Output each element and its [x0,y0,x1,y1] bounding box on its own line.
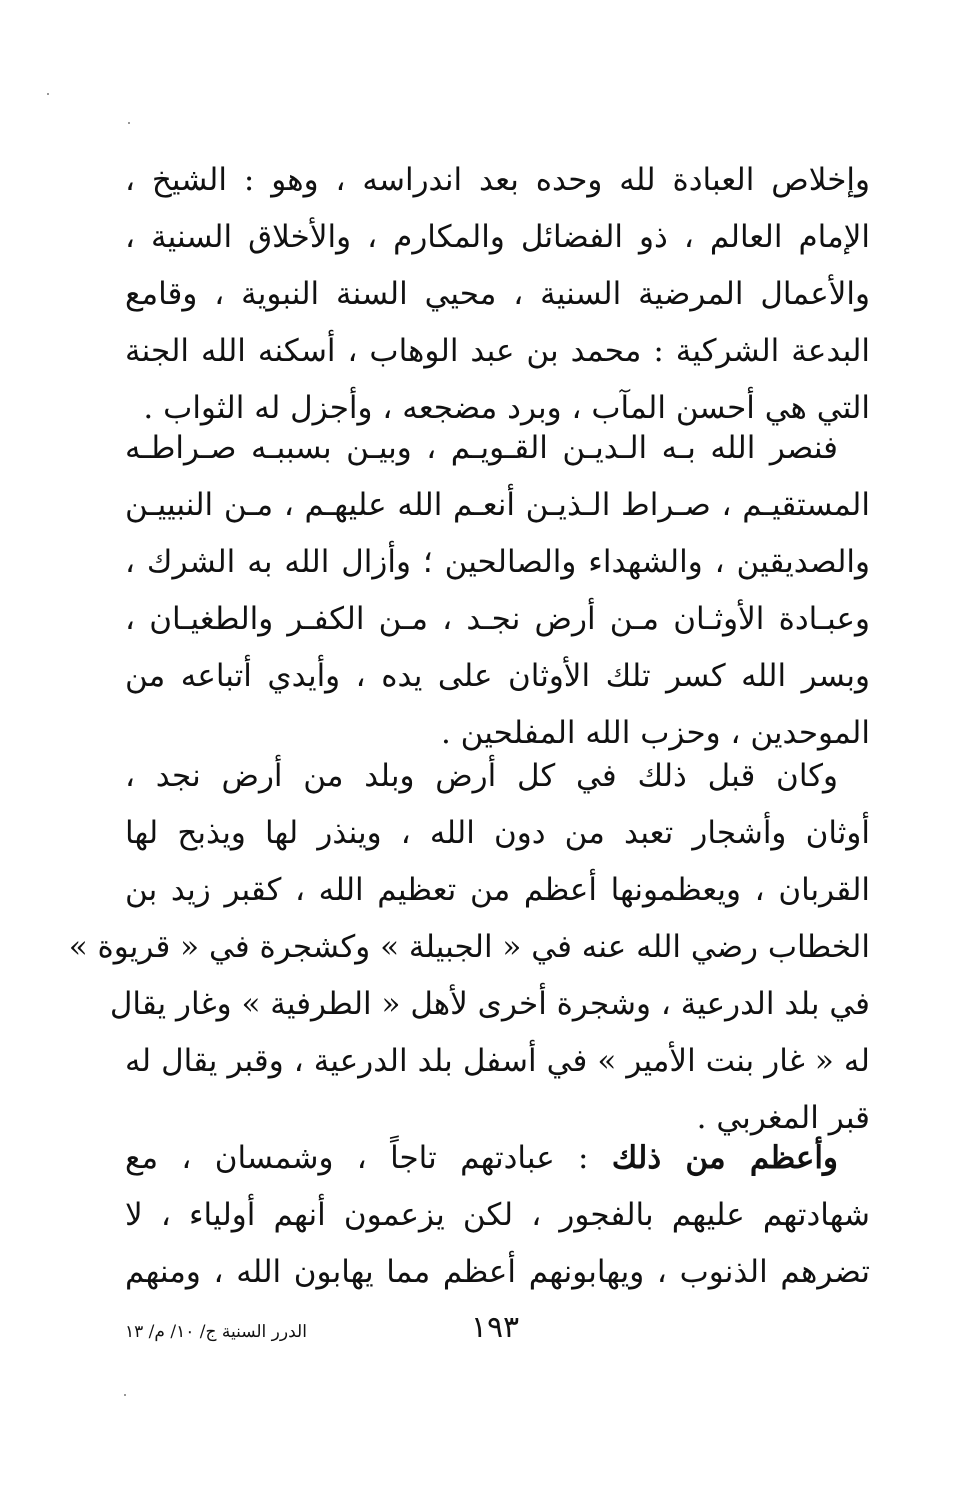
paragraph-3 [68,748,870,1147]
text-line: الخطاب رضي الله عنه في « الجبيلة » وكشجرة في « قريوة » [68,929,870,965]
lead-line-rest: : عبادتهم تاجاً ، وشمسان ، مع [125,1140,612,1176]
paragraph-4 [125,1130,870,1301]
text-line: وكان قبل ذلك في كل أرض وبلد من أرض نجد ، [125,758,838,794]
bold-lead-phrase: وأعظم من ذلك [611,1140,838,1176]
paragraph-2 [125,420,870,762]
text-line: الإمام العالم ، ذو الفضائل والمكارم ، والأخلاق السنية ، [125,219,870,255]
text-line: القربان ، ويعظمونها أعظم من تعظيم الله ، كقبر زيد بن [125,872,870,908]
scan-speck [47,93,49,95]
text-line: البدعة الشركية : محمد بن عبد الوهاب ، أسكنه الله الجنة [125,333,870,369]
text-line: شهادتهم عليهم بالفجور ، لكن يزعمون أنهم أولياء ، لا [125,1197,870,1233]
text-line: قبر المغربي . [696,1100,870,1136]
text-line: له « غار بنت الأمير » في أسفل بلد الدرعية ، وقبر يقال له [125,1043,870,1079]
scan-speck [128,122,130,124]
text-line: التي هي أحسن المآب ، وبرد مضجعه ، وأجزل له الثواب . [143,390,870,426]
text-line: وإخلاص العبادة لله وحده بعد اندراسه ، وهو : الشيخ ، [125,162,870,198]
footer-reference: الدرر السنية ج/ ١٠/ م/ ١٣ [125,1322,307,1342]
scan-speck [124,1394,126,1396]
text-line: في بلد الدرعية ، وشجرة أخرى لأهل « الطرفية » وغار يقال [109,986,870,1022]
text-line: وبسر الله كسر تلك الأوثان على يده ، وأيدي أتباعه من [125,658,870,694]
text-line: وعبـادة الأوثـان مـن أرض نجـد ، مـن الكفـر والطغيـان ، [125,601,870,637]
text-line [125,1130,870,1187]
paragraph-1 [125,152,870,437]
text-line: فنصر الله بـه الـديـن القـويـم ، وبيـن بسببـه صـراطـه [125,430,838,466]
text-line: المستقيـم ، صـراط الـذيـن أنعـم الله عليهـم ، مـن النبييـن [125,487,870,523]
text-line: أوثان وأشجار تعبد من دون الله ، وينذر لها ويذبح لها [125,815,870,851]
text-line: والصديقين ، والشهداء والصالحين ؛ وأزال الله به الشرك ، [125,544,870,580]
text-line: تضرهم الذنوب ، ويهابونهم أعظم مما يهابون الله ، ومنهم [125,1254,870,1290]
text-line: الموحدين ، وحزب الله المفلحين . [440,715,870,751]
text-line: والأعمال المرضية السنية ، محيي السنة النبوية ، وقامع [125,276,870,312]
page-number: ١٩٣ [470,1310,520,1345]
